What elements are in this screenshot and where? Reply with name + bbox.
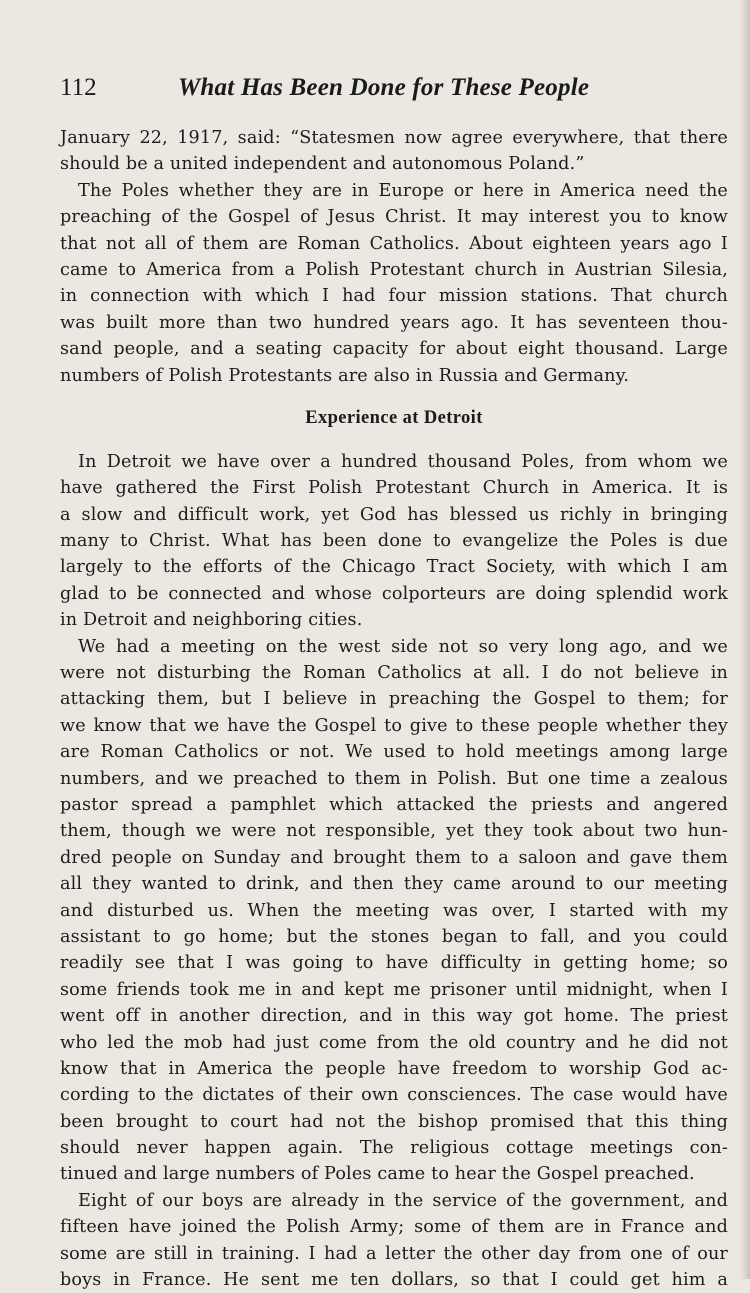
text-line: came to America from a Polish Protestant church in Austrian Silesia, (60, 259, 728, 280)
text-line: cording to the dictates of their own consciences. The case would have (60, 1085, 728, 1106)
text-line: pastor spread a pamphlet which attacked the priests and angered (60, 794, 728, 815)
text-line: numbers of Polish Protestants are also in Russia and Germany. (60, 365, 630, 386)
text-line: some are still in training. I had a letter the other day from one of our (60, 1243, 728, 1264)
text-line: boys in France. He sent me ten dollars, so that I could get him a (60, 1270, 728, 1291)
text-line: readily see that I was going to have difficulty in getting home; so (60, 953, 728, 974)
text-line: fifteen have joined the Polish Army; some of them are in France and (60, 1217, 728, 1238)
body-text (60, 125, 728, 1293)
text-line: were not disturbing the Roman Catholics at all. I do not believe in (60, 663, 728, 684)
text-line: all they wanted to drink, and then they came around to our meeting (60, 874, 728, 895)
text-line: was built more than two hundred years ago. It has seventeen thou- (60, 312, 728, 333)
text-line: In Detroit we have over a hundred thousand Poles, from whom we (78, 451, 728, 472)
text-line: January 22, 1917, said: “Statesmen now agree everywhere, that there (60, 128, 728, 148)
text-line: that not all of them are Roman Catholics. About eighteen years ago I (60, 233, 728, 254)
text-line: in connection with which I had four mission stations. That church (60, 286, 728, 307)
text-line: numbers, and we preached to them in Polish. But one time a zealous (60, 768, 728, 789)
text-line: them, though we were not responsible, yet they took about two hun- (60, 821, 728, 842)
text-line: we know that we have the Gospel to give to these people whether they (60, 715, 728, 736)
page-number: 112 (60, 74, 97, 101)
text-line: glad to be connected and whose colporteurs are doing splendid work (60, 583, 728, 604)
text-line: dred people on Sunday and brought them to a saloon and gave them (60, 847, 728, 868)
text-line: in Detroit and neighboring cities. (60, 610, 363, 631)
running-title: What Has Been Done for These People (178, 74, 590, 101)
text-line: largely to the efforts of the Chicago Tract Society, with which I am (60, 557, 728, 578)
text-line: should be a united independent and autonomous Poland.” (60, 154, 585, 175)
text-line: The Poles whether they are in Europe or here in America need the (78, 180, 728, 201)
section-heading: Experience at Detroit (305, 407, 483, 428)
page-header (60, 74, 660, 108)
text-line: tinued and large numbers of Poles came to hear the Gospel preached. (60, 1164, 695, 1185)
text-line: should never happen again. The religious cottage meetings con- (60, 1138, 728, 1159)
text-line: who led the mob had just come from the old country and he did not (60, 1032, 728, 1053)
text-line: been brought to court had not the bishop promised that this thing (60, 1111, 728, 1132)
text-line: many to Christ. What has been done to evangelize the Poles is due (60, 531, 728, 552)
text-line: sand people, and a seating capacity for about eight thousand. Large (60, 339, 728, 360)
text-line: have gathered the First Polish Protestant Church in America. It is (60, 478, 728, 499)
text-line: attacking them, but I believe in preaching the Gospel to them; for (60, 689, 728, 710)
text-line: some friends took me in and kept me prisoner until midnight, when I (60, 979, 728, 1000)
text-line: We had a meeting on the west side not so very long ago, and we (78, 636, 728, 657)
text-line: preaching of the Gospel of Jesus Christ. It may interest you to know (60, 207, 728, 228)
text-line: a slow and difficult work, yet God has blessed us richly in bringing (60, 504, 728, 525)
text-line: Eight of our boys are already in the service of the government, and (78, 1190, 728, 1211)
text-line: and disturbed us. When the meeting was over, I started with my (60, 900, 728, 921)
text-line: are Roman Catholics or not. We used to hold meetings among large (60, 742, 728, 763)
page-edge-shadow (740, 0, 750, 1279)
text-line: know that in America the people have freedom to worship God ac- (60, 1058, 728, 1079)
text-line: assistant to go home; but the stones began to fall, and you could (60, 926, 728, 947)
text-line: went off in another direction, and in this way got home. The priest (60, 1006, 728, 1027)
